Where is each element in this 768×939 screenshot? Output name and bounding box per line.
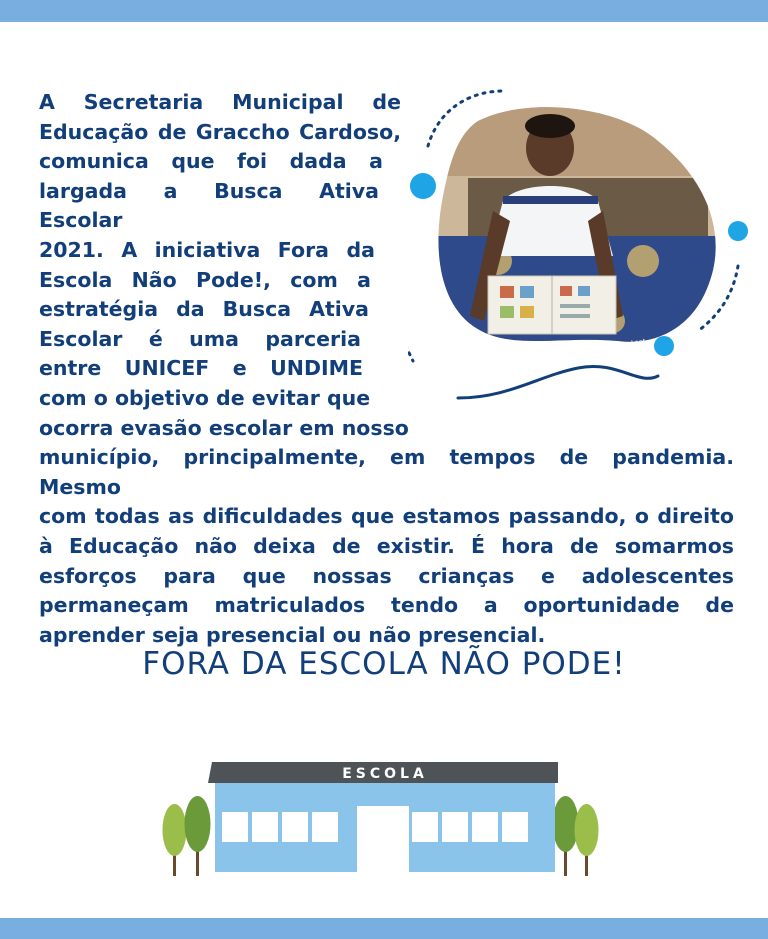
text-line: aprender seja presencial ou não presencial.: [39, 622, 546, 647]
top-band: [0, 0, 768, 22]
text-line: município, principalmente, em tempos de pandemia. Mesmo: [39, 445, 734, 499]
school-door: [357, 806, 409, 876]
text-line: A Secretaria Municipal de: [39, 90, 401, 114]
bottom-band: [0, 918, 768, 939]
text-line: estratégia da Busca Ativa: [39, 297, 369, 322]
blue-dot: [728, 221, 748, 241]
text-line: com o objetivo de evitar que: [39, 385, 371, 410]
tree-icon: [575, 804, 599, 876]
text-line: comunica que foi dada a: [39, 149, 383, 174]
tree-icon: [163, 804, 187, 876]
school-sign: ESCOLA: [342, 766, 428, 782]
text-line: Escolar é uma parceria: [39, 326, 361, 351]
text-line: com todas as dificuldades que estamos passando, o direito: [39, 504, 734, 529]
text-line: Escola Não Pode!, com a: [39, 267, 371, 292]
photo-credit: ©UNICEF/BRZ/Joao Laet: [567, 337, 646, 356]
text-line: à Educação não deixa de existir. É hora de somarmos: [39, 533, 734, 558]
text-line: ocorra evasão escolar em nosso: [39, 415, 409, 440]
text-line: permaneçam matriculados tendo a oportunidade de: [39, 593, 734, 618]
text-line: 2021. A iniciativa Fora da: [39, 237, 375, 262]
blue-dot: [654, 336, 674, 356]
wavy-line: [458, 366, 658, 398]
tree-icon: [185, 796, 211, 876]
blue-dot: [410, 173, 436, 199]
slogan-headline: FORA DA ESCOLA NÃO PODE!: [142, 646, 626, 682]
tree-icon: [553, 796, 579, 876]
text-line: esforços para que nossas crianças e adolescentes: [39, 563, 734, 588]
school-building-icon: [160, 756, 610, 882]
school-illustration: [160, 756, 610, 882]
student-photo: [408, 86, 753, 406]
photo-illustration: [408, 86, 753, 406]
text-line: Educação de Graccho Cardoso,: [39, 119, 401, 144]
text-line: largada a Busca Ativa Escolar: [39, 178, 379, 233]
dotted-arc: [408, 276, 413, 361]
text-line: entre UNICEF e UNDIME: [39, 356, 363, 381]
